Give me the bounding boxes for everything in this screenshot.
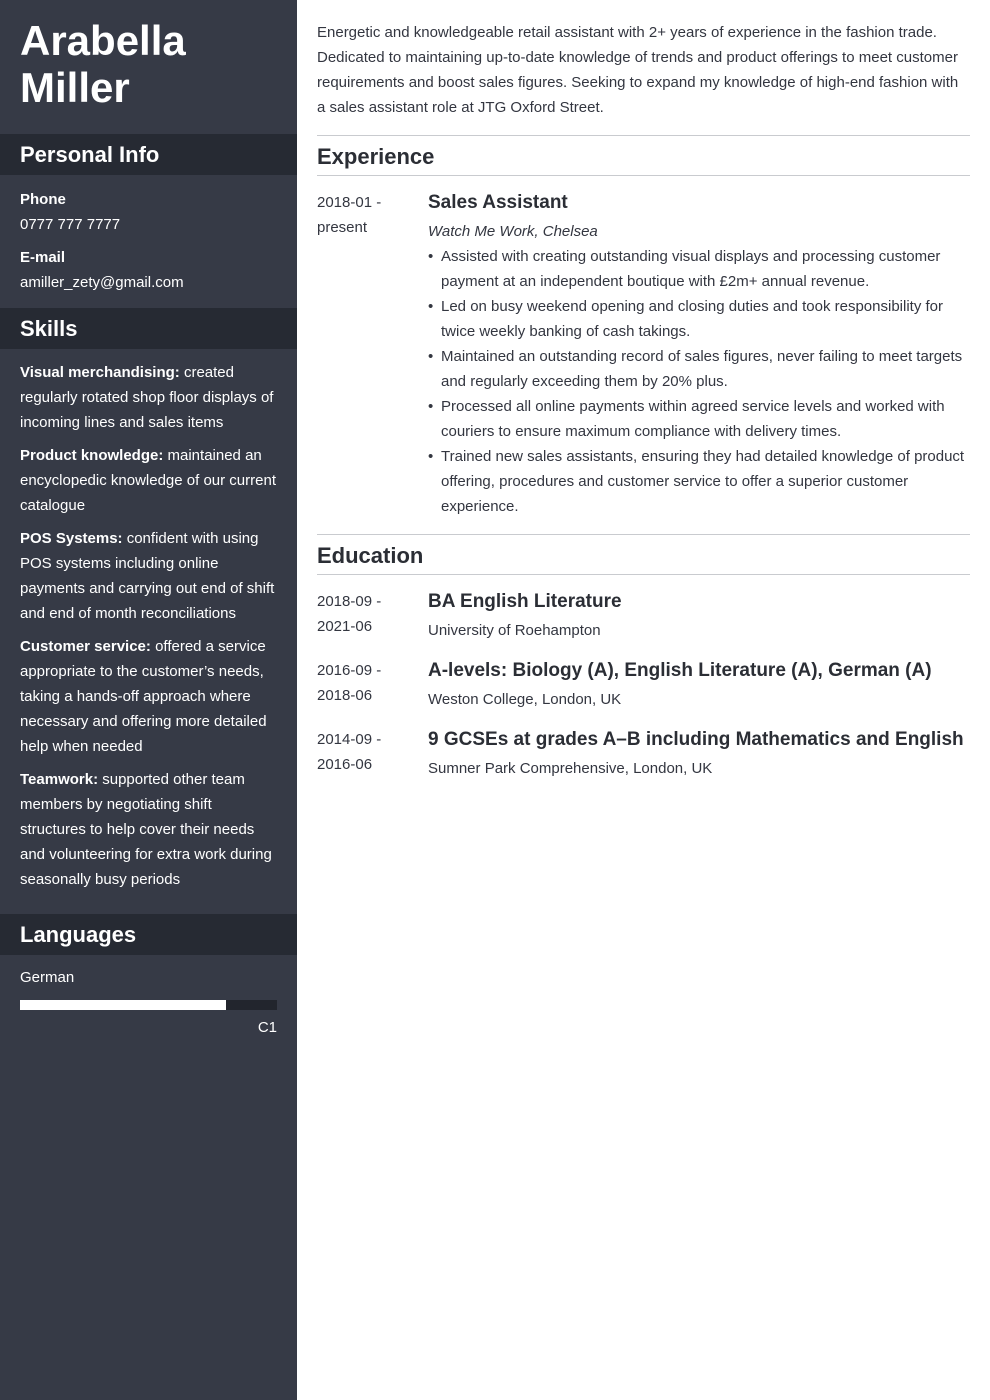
date-start: 2018-09 - bbox=[317, 593, 382, 610]
skill-item bbox=[20, 526, 277, 626]
experience-section bbox=[317, 176, 970, 535]
skills-heading: Skills bbox=[0, 308, 297, 349]
responsibility-item: • Maintained an outstanding record of sales figures, never failing to meet targets and regularly exceeding them by 20% plus. bbox=[428, 344, 970, 394]
education-heading: Education bbox=[317, 535, 970, 575]
education-entry bbox=[317, 643, 970, 712]
responsibility-item: • Processed all online payments within agreed service levels and worked with couriers to ensure maximum compliance with delivery times. bbox=[428, 394, 970, 444]
profile-summary: Energetic and knowledgeable retail assistant with 2+ years of experience in the fashion trade. Dedicated to maintaining up-to-date knowledge of trends and product offerings to meet customer requirements and boost sales figures. Seeking to expand my knowledge of high-end fashion with a sales assistant role at JTG Oxford Street. bbox=[317, 0, 970, 136]
education-detail bbox=[428, 658, 970, 712]
email-label: E-mail bbox=[20, 249, 66, 266]
date-start: 2014-09 - bbox=[317, 731, 382, 748]
date-end: 2016-06 bbox=[317, 756, 373, 773]
main-content bbox=[317, 0, 970, 781]
phone-label: Phone bbox=[20, 191, 66, 208]
date-start: 2016-09 - bbox=[317, 662, 382, 679]
phone-value: 0777 777 7777 bbox=[20, 216, 121, 233]
degree-title: 9 GCSEs at grades A–B including Mathematics and English bbox=[428, 729, 964, 750]
education-detail bbox=[428, 727, 970, 781]
degree-title: BA English Literature bbox=[428, 591, 622, 612]
language-level: C1 bbox=[257, 1019, 277, 1036]
skill-name: Visual merchandising: bbox=[20, 364, 180, 381]
skill-name: POS Systems: bbox=[20, 530, 123, 547]
skill-item bbox=[20, 443, 277, 518]
responsibility-item: • Trained new sales assistants, ensuring they had detailed knowledge of product offering, procedures and customer service to offer a superior customer experience. bbox=[428, 444, 970, 519]
email-value: amiller_zety@gmail.com bbox=[20, 274, 184, 291]
education-detail bbox=[428, 589, 970, 643]
personal-info-heading: Personal Info bbox=[0, 134, 297, 175]
date-end: 2018-06 bbox=[317, 687, 373, 704]
personal-info bbox=[0, 175, 297, 308]
skill-desc: maintained an encyclopedic knowledge of our current catalogue bbox=[20, 447, 276, 514]
experience-entry bbox=[317, 176, 970, 519]
skill-item bbox=[20, 360, 277, 435]
responsibility-item: • Assisted with creating outstanding visual displays and processing customer payment at an independent boutique with £2m+ annual revenue. bbox=[428, 244, 970, 294]
skills-list bbox=[0, 349, 297, 914]
date-end: 2021-06 bbox=[317, 618, 373, 635]
last-name: Miller bbox=[20, 64, 130, 111]
candidate-name bbox=[0, 0, 297, 134]
skill-desc: confident with using POS systems including online payments and carrying out end of shift and end of month reconciliations bbox=[20, 530, 275, 622]
skill-desc: created regularly rotated shop floor displays of incoming lines and sales items bbox=[20, 364, 274, 431]
education-section bbox=[317, 575, 970, 781]
school-name: University of Roehampton bbox=[428, 622, 601, 639]
skill-name: Teamwork: bbox=[20, 771, 99, 788]
degree-title: A-levels: Biology (A), English Literature (A), German (A) bbox=[428, 660, 932, 681]
responsibility-item: • Led on busy weekend opening and closing duties and took responsibility for twice weekly banking of cash takings. bbox=[428, 294, 970, 344]
date-end: present bbox=[317, 219, 368, 236]
experience-dates bbox=[317, 190, 428, 519]
skill-name: Customer service: bbox=[20, 638, 151, 655]
education-dates bbox=[317, 727, 428, 781]
education-dates bbox=[317, 589, 428, 643]
school-name: Weston College, London, UK bbox=[428, 691, 622, 708]
skill-item bbox=[20, 634, 277, 759]
first-name: Arabella bbox=[20, 17, 186, 64]
skill-name: Product knowledge: bbox=[20, 447, 164, 464]
employer: Watch Me Work, Chelsea bbox=[428, 223, 598, 240]
date-start: 2018-01 - bbox=[317, 194, 382, 211]
responsibilities-list bbox=[428, 244, 970, 519]
language-proficiency-bar bbox=[20, 1000, 277, 1010]
skill-desc: offered a service appropriate to the customer’s needs, taking a hands-off approach where necessary and offering more detailed help when needed bbox=[20, 638, 267, 755]
education-entry bbox=[317, 712, 970, 781]
language-name: German bbox=[20, 969, 75, 986]
experience-heading: Experience bbox=[317, 136, 970, 176]
school-name: Sumner Park Comprehensive, London, UK bbox=[428, 760, 713, 777]
skill-item bbox=[20, 767, 277, 892]
experience-detail bbox=[428, 190, 970, 519]
skill-desc: supported other team members by negotiating shift structures to help cover their needs and volunteering for extra work during seasonally busy periods bbox=[20, 771, 272, 888]
education-entry bbox=[317, 575, 970, 643]
sidebar bbox=[0, 0, 297, 1400]
education-dates bbox=[317, 658, 428, 712]
language-proficiency-fill bbox=[20, 1000, 226, 1010]
language-item bbox=[0, 955, 297, 1039]
job-title: Sales Assistant bbox=[428, 192, 568, 213]
languages-heading: Languages bbox=[0, 914, 297, 955]
